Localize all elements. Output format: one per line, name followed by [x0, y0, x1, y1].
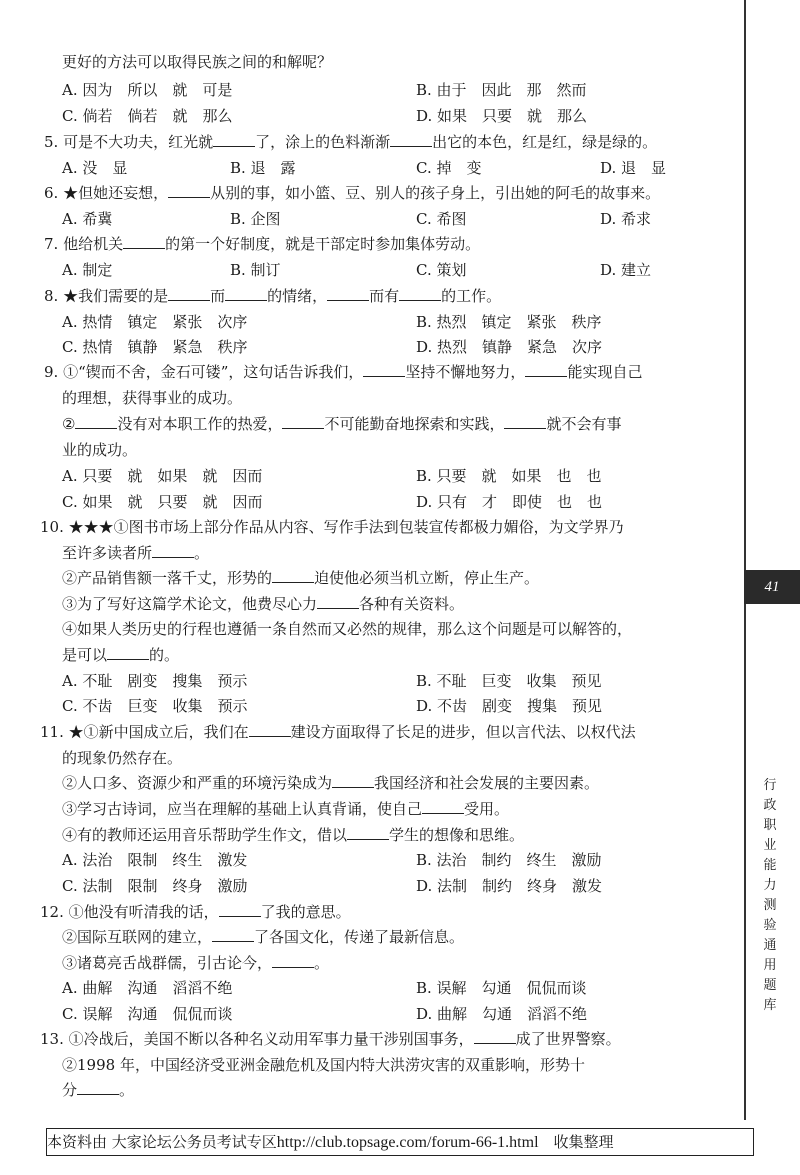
answer-blank — [390, 132, 432, 147]
answer-blank — [212, 927, 254, 942]
option-a: A. 希冀 — [62, 210, 113, 228]
question-text: ② 没有对本职工作的热爱， 不可能勤奋地探索和实践， 就不会有事 — [62, 415, 622, 433]
answer-blank — [347, 825, 389, 840]
answer-blank — [525, 362, 567, 377]
answer-blank — [75, 414, 117, 429]
option-b: B. 企图 — [230, 210, 281, 228]
question-text: ②国际互联网的建立， 了各国文化，传递了最新信息。 — [62, 928, 465, 946]
question-text: ②人口多、资源少和严重的环境污染成为 我国经济和社会发展的主要因素。 — [62, 774, 600, 792]
option-d: D. 希求 — [600, 210, 652, 228]
question-7: 7. 他给机关 的第一个好制度，就是干部定时参加集体劳动。 — [44, 235, 481, 253]
option-c: C. 法制 限制 终身 激励 — [62, 877, 248, 895]
option-a: A. 热情 镇定 紧张 次序 — [62, 313, 248, 331]
question-text: ③学习古诗词，应当在理解的基础上认真背诵，使自己 受用。 — [62, 800, 510, 818]
option-b: B. 热烈 镇定 紧张 秩序 — [416, 313, 602, 331]
option-b: B. 法治 制约 终生 激励 — [416, 851, 602, 869]
answer-blank — [272, 568, 314, 583]
question-text: 至许多读者所 。 — [62, 544, 210, 562]
question-text: 业的成功。 — [62, 441, 138, 459]
option-c: C. 希图 — [416, 210, 467, 228]
page-number-tab — [744, 570, 800, 604]
question-text: ③诸葛亮舌战群儒，引古论今， 。 — [62, 954, 330, 972]
answer-blank — [225, 286, 267, 301]
option-c: C. 倘若 倘若 就 那么 — [62, 107, 233, 125]
option-d: D. 只有 才 即使 也 也 — [416, 493, 603, 511]
question-text: 更好的方法可以取得民族之间的和解呢？ — [62, 53, 333, 71]
answer-blank — [249, 722, 291, 737]
margin-rule — [744, 0, 746, 1120]
question-text: ②产品销售额一落千丈，形势的 迫使他必须当机立断，停止生产。 — [62, 569, 540, 587]
option-a: A. 法治 限制 终生 激发 — [62, 851, 248, 869]
option-b: B. 误解 勾通 侃侃而谈 — [416, 979, 587, 997]
answer-blank — [272, 953, 314, 968]
option-d: D. 法制 制约 终身 激发 — [416, 877, 603, 895]
footer-source: 本资料由 大家论坛公务员考试专区 — [47, 1133, 277, 1151]
option-d: D. 热烈 镇静 紧急 次序 — [416, 338, 603, 356]
answer-blank — [152, 543, 194, 558]
answer-blank — [422, 799, 464, 814]
option-b: B. 不耻 巨变 收集 预见 — [416, 672, 602, 690]
answer-blank — [327, 286, 369, 301]
question-11: 11. ★①新中国成立后，我们在 建设方面取得了长足的进步，但以言代法、以权代法 — [40, 723, 636, 741]
question-5: 5. 可是不大功夫，红光就 了，涂上的色料渐渐 出它的本色，红是红，绿是绿的。 — [44, 133, 658, 151]
question-text: 的现象仍然存在。 — [62, 749, 183, 767]
question-10: 10. ★★★①图书市场上部分作品从内容、写作手法到包装宣传都极力媚俗，为文学界乃 — [40, 518, 624, 536]
footer-link[interactable]: http://club.topsage.com/forum-66-1.html — [276, 1134, 539, 1151]
answer-blank — [168, 286, 210, 301]
answer-blank — [504, 414, 546, 429]
option-c: C. 策划 — [416, 261, 467, 279]
question-9: 9. ①“锲而不舍，金石可镂”，这句话告诉我们， 坚持不懈地努力， 能实现自己 — [44, 363, 643, 381]
question-6: 6. ★但她还妄想， 从别的事，如小篮、豆、别人的孩子身上，引出她的阿毛的故事来。 — [44, 184, 661, 202]
option-b: B. 退 露 — [230, 159, 296, 177]
page-number: 41 — [764, 578, 780, 595]
question-8: 8. ★我们需要的是 而 的情绪， 而有 的工作。 — [44, 287, 502, 305]
question-text: ②1998 年，中国经济受亚洲金融危机及国内特大洪涝灾害的双重影响，形势十 — [62, 1056, 585, 1074]
question-text: ④有的教师还运用音乐帮助学生作文，借以 学生的想像和思维。 — [62, 826, 525, 844]
question-13: 13. ①冷战后，美国不断以各种名义动用军事力量干涉别国事务， 成了世界警察。 — [40, 1030, 621, 1048]
option-b: B. 只要 就 如果 也 也 — [416, 467, 602, 485]
option-b: B. 由于 因此 那 然而 — [416, 81, 587, 99]
answer-blank — [123, 234, 165, 249]
book-title-vertical: 行政职业能力测验通用题库 — [763, 778, 777, 1013]
question-text: ④如果人类历史的行程也遵循一条自然而又必然的规律，那么这个问题是可以解答的， — [62, 620, 633, 638]
option-c: C. 掉 变 — [416, 159, 482, 177]
option-a: A. 没 显 — [62, 159, 128, 177]
answer-blank — [219, 902, 261, 917]
option-d: D. 建立 — [600, 261, 652, 279]
question-text: 的理想，获得事业的成功。 — [62, 389, 243, 407]
option-d: D. 如果 只要 就 那么 — [416, 107, 588, 125]
option-d: D. 曲解 勾通 滔滔不绝 — [416, 1005, 588, 1023]
option-a: A. 曲解 沟通 滔滔不绝 — [62, 979, 233, 997]
option-a: A. 不耻 剧变 搜集 预示 — [62, 672, 248, 690]
answer-blank — [213, 132, 255, 147]
option-a: A. 制定 — [62, 261, 113, 279]
option-d: D. 不齿 剧变 搜集 预见 — [416, 697, 603, 715]
question-text: ③为了写好这篇学术论文，他费尽心力 各种有关资料。 — [62, 595, 465, 613]
footer-banner — [46, 1128, 754, 1156]
option-c: C. 误解 沟通 侃侃而谈 — [62, 1005, 233, 1023]
answer-blank — [77, 1080, 119, 1095]
option-a: A. 因为 所以 就 可是 — [62, 81, 233, 99]
option-c: C. 热情 镇静 紧急 秩序 — [62, 338, 248, 356]
option-b: B. 制订 — [230, 261, 281, 279]
answer-blank — [317, 594, 359, 609]
answer-blank — [363, 362, 405, 377]
answer-blank — [332, 773, 374, 788]
question-12: 12. ①他没有听清我的话， 了我的意思。 — [40, 903, 351, 921]
answer-blank — [168, 183, 210, 198]
option-c: C. 如果 就 只要 就 因而 — [62, 493, 263, 511]
answer-blank — [474, 1029, 516, 1044]
question-text: 是可以 的。 — [62, 646, 180, 664]
option-c: C. 不齿 巨变 收集 预示 — [62, 697, 248, 715]
option-d: D. 退 显 — [600, 159, 667, 177]
answer-blank — [107, 645, 149, 660]
option-a: A. 只要 就 如果 就 因而 — [62, 467, 263, 485]
answer-blank — [282, 414, 324, 429]
question-text: 分 。 — [62, 1081, 135, 1099]
footer-suffix: 收集整理 — [553, 1133, 614, 1151]
answer-blank — [399, 286, 441, 301]
